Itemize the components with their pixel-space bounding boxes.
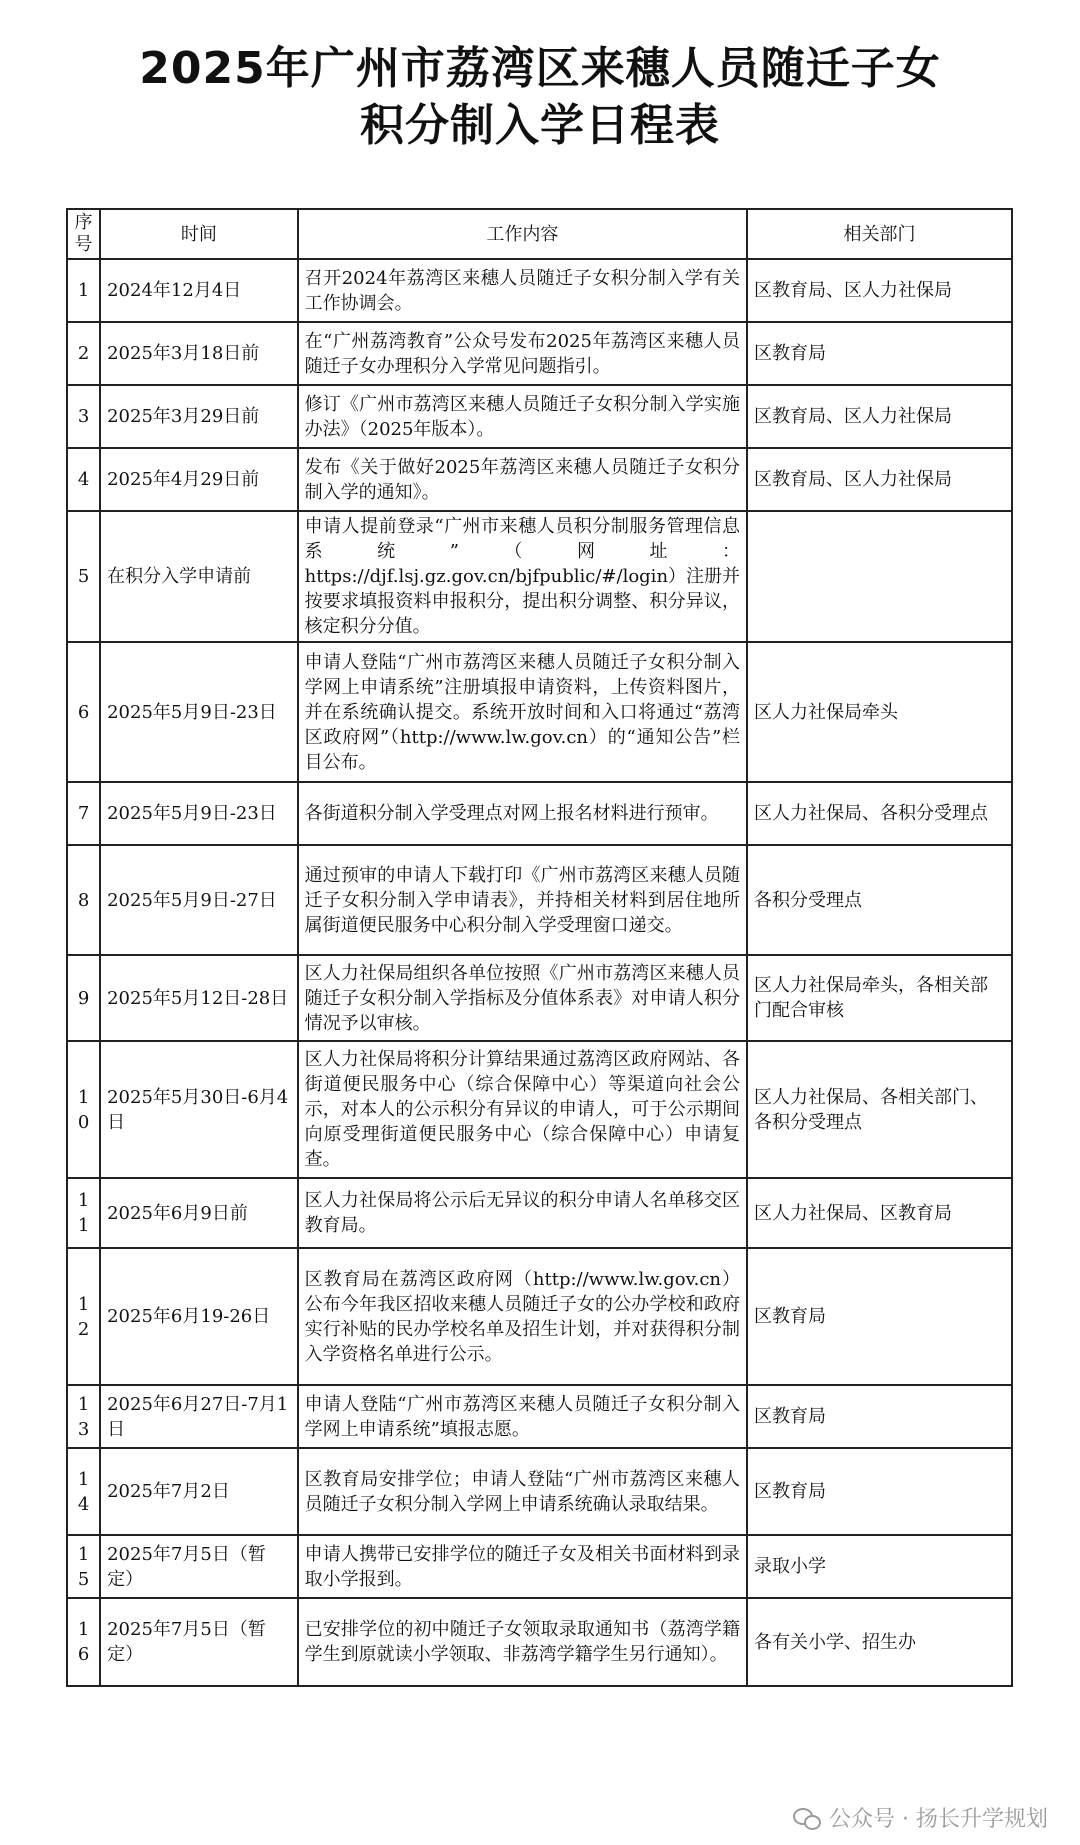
row-seq: 14	[67, 1448, 100, 1535]
row-seq: 6	[67, 642, 100, 782]
schedule-table	[66, 208, 1013, 1687]
row-seq: 1	[67, 259, 100, 322]
row-dept: 区教育局、区人力社保局	[747, 259, 1012, 322]
row-work: 申请人登陆“广州市荔湾区来穗人员随迁子女积分制入学网上申请系统”注册填报申请资料，上传资料图片，并在系统确认提交。系统开放时间和入口将通过“荔湾区政府网”（http://www.lw.gov.cn）的“通知公告”栏目公布。	[298, 642, 747, 782]
row-work: 区人力社保局组织各单位按照《广州市荔湾区来穗人员随迁子女积分制入学指标及分值体系表》对申请人积分情况予以审核。	[298, 955, 747, 1041]
page-title	[0, 40, 1080, 154]
row-time: 2025年5月9日-27日	[100, 845, 298, 955]
table-row	[67, 782, 1012, 845]
row-dept: 区教育局、区人力社保局	[747, 448, 1012, 511]
row-work: 区教育局在荔湾区政府网（http://www.lw.gov.cn）公布今年我区招收来穗人员随迁子女的公办学校和政府实行补贴的民办学校名单及招生计划，并对获得积分制入学资格名单进行公示。	[298, 1248, 747, 1385]
row-seq: 15	[67, 1535, 100, 1598]
row-dept: 区教育局	[747, 322, 1012, 385]
row-work: 区人力社保局将公示后无异议的积分申请人名单移交区教育局。	[298, 1178, 747, 1248]
row-time: 2025年5月12日-28日	[100, 955, 298, 1041]
header-dept: 相关部门	[747, 209, 1012, 259]
row-time: 2025年5月9日-23日	[100, 782, 298, 845]
row-dept: 区教育局、区人力社保局	[747, 385, 1012, 448]
row-time: 2025年5月9日-23日	[100, 642, 298, 782]
row-seq: 12	[67, 1248, 100, 1385]
title-line-2: 积分制入学日程表	[360, 100, 720, 151]
row-seq: 16	[67, 1598, 100, 1686]
row-seq: 3	[67, 385, 100, 448]
row-time: 2025年3月29日前	[100, 385, 298, 448]
row-dept: 各积分受理点	[747, 845, 1012, 955]
table-row	[67, 259, 1012, 322]
row-dept: 区人力社保局、各积分受理点	[747, 782, 1012, 845]
row-time: 2025年7月5日（暂定）	[100, 1598, 298, 1686]
row-dept: 区人力社保局、各相关部门、各积分受理点	[747, 1041, 1012, 1178]
row-dept: 区教育局	[747, 1248, 1012, 1385]
row-dept: 区人力社保局牵头	[747, 642, 1012, 782]
row-work: 申请人携带已安排学位的随迁子女及相关书面材料到录取小学报到。	[298, 1535, 747, 1598]
row-work: 区教育局安排学位；申请人登陆“广州市荔湾区来穗人员随迁子女积分制入学网上申请系统确认录取结果。	[298, 1448, 747, 1535]
row-time: 2025年6月9日前	[100, 1178, 298, 1248]
row-work: 区人力社保局将积分计算结果通过荔湾区政府网站、各街道便民服务中心（综合保障中心）等渠道向社会公示，对本人的公示积分有异议的申请人，可于公示期间向原受理街道便民服务中心（综合保障中心）申请复查。	[298, 1041, 747, 1178]
row-seq: 8	[67, 845, 100, 955]
table-row	[67, 845, 1012, 955]
row-dept: 各有关小学、招生办	[747, 1598, 1012, 1686]
table-row	[67, 642, 1012, 782]
header-time: 时间	[100, 209, 298, 259]
table-header-row	[67, 209, 1012, 259]
row-dept	[747, 511, 1012, 642]
row-time: 2025年6月27日-7月1日	[100, 1385, 298, 1448]
row-seq: 10	[67, 1041, 100, 1178]
row-work: 申请人登陆“广州市荔湾区来穗人员随迁子女积分制入学网上申请系统”填报志愿。	[298, 1385, 747, 1448]
row-seq: 2	[67, 322, 100, 385]
watermark-text: 公众号 · 扬长升学规划	[829, 1807, 1048, 1832]
header-work: 工作内容	[298, 209, 747, 259]
row-dept: 区人力社保局牵头，各相关部门配合审核	[747, 955, 1012, 1041]
table-row	[67, 511, 1012, 642]
row-dept: 录取小学	[747, 1535, 1012, 1598]
row-work: 各街道积分制入学受理点对网上报名材料进行预审。	[298, 782, 747, 845]
row-time: 2025年3月18日前	[100, 322, 298, 385]
row-seq: 7	[67, 782, 100, 845]
row-time: 在积分入学申请前	[100, 511, 298, 642]
table-row	[67, 1448, 1012, 1535]
row-time: 2025年7月2日	[100, 1448, 298, 1535]
row-dept: 区人力社保局、区教育局	[747, 1178, 1012, 1248]
row-time: 2025年5月30日-6月4日	[100, 1041, 298, 1178]
row-time: 2025年4月29日前	[100, 448, 298, 511]
row-work: 发布《关于做好2025年荔湾区来穗人员随迁子女积分制入学的通知》。	[298, 448, 747, 511]
row-work: 在“广州荔湾教育”公众号发布2025年荔湾区来穗人员随迁子女办理积分入学常见问题指引。	[298, 322, 747, 385]
row-seq: 13	[67, 1385, 100, 1448]
table-row	[67, 1385, 1012, 1448]
table-row	[67, 1248, 1012, 1385]
row-seq: 11	[67, 1178, 100, 1248]
row-time: 2025年7月5日（暂定）	[100, 1535, 298, 1598]
table-row	[67, 1041, 1012, 1178]
table-row	[67, 955, 1012, 1041]
row-seq: 9	[67, 955, 100, 1041]
row-work: 申请人提前登录“广州市来穗人员积分制服务管理信息系统”（网址：https://djf.lsj.gz.gov.cn/bjfpublic/#/login）注册并按要求填报资料申报积分，提出积分调整、积分异议，核定积分分值。	[298, 511, 747, 642]
row-work: 已安排学位的初中随迁子女领取录取通知书（荔湾学籍学生到原就读小学领取、非荔湾学籍学生另行通知）。	[298, 1598, 747, 1686]
row-work: 召开2024年荔湾区来穗人员随迁子女积分制入学有关工作协调会。	[298, 259, 747, 322]
table-row	[67, 1598, 1012, 1686]
watermark	[793, 1802, 1048, 1833]
title-line-1: 2025年广州市荔湾区来穗人员随迁子女	[139, 43, 941, 94]
table-row	[67, 448, 1012, 511]
row-time: 2024年12月4日	[100, 259, 298, 322]
table-row	[67, 385, 1012, 448]
table-row	[67, 322, 1012, 385]
row-time: 2025年6月19-26日	[100, 1248, 298, 1385]
row-work: 通过预审的申请人下载打印《广州市荔湾区来穗人员随迁子女积分制入学申请表》，并持相关材料到居住地所属街道便民服务中心积分制入学受理窗口递交。	[298, 845, 747, 955]
table-row	[67, 1178, 1012, 1248]
row-dept: 区教育局	[747, 1385, 1012, 1448]
table-row	[67, 1535, 1012, 1598]
row-seq: 5	[67, 511, 100, 642]
row-seq: 4	[67, 448, 100, 511]
row-dept: 区教育局	[747, 1448, 1012, 1535]
header-seq: 序号	[67, 209, 100, 259]
row-work: 修订《广州市荔湾区来穗人员随迁子女积分制入学实施办法》（2025年版本）。	[298, 385, 747, 448]
wechat-icon	[793, 1806, 821, 1830]
